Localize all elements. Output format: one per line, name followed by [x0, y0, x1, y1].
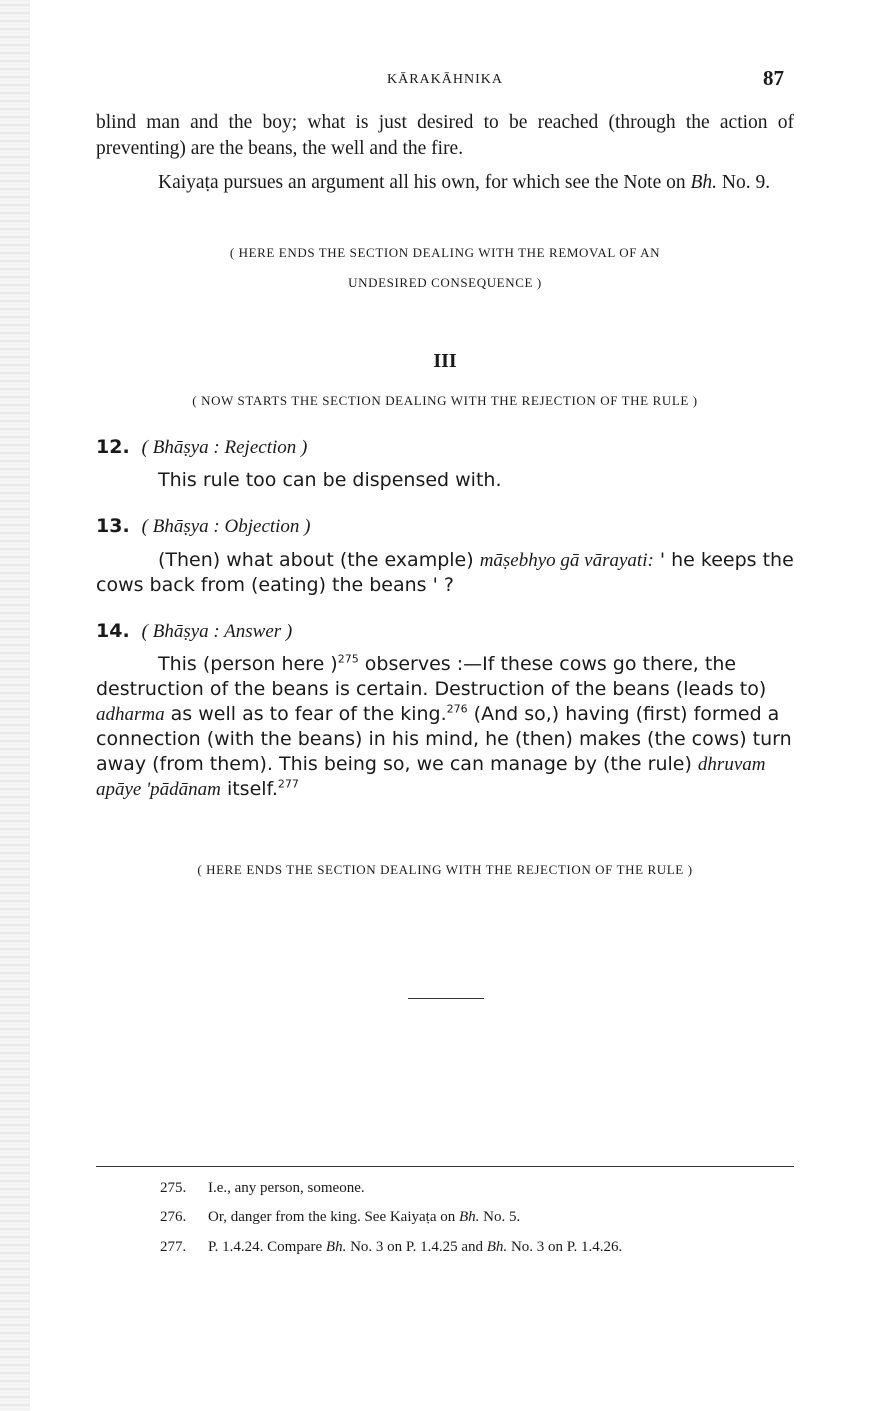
- footnote-ref: Bh.: [325, 1239, 347, 1255]
- footnote-marker: 277: [277, 777, 299, 791]
- item-14-text: [96, 652, 794, 802]
- item-number: 13.: [96, 515, 130, 537]
- item-label: ( Bhāṣya : Answer ): [141, 621, 293, 642]
- item-12-heading: [96, 436, 794, 462]
- footnote-ref: Bh.: [486, 1239, 508, 1255]
- footnote-text: I.e., any person, someone.: [208, 1180, 365, 1196]
- footnote-number: 276.: [160, 1209, 187, 1225]
- page-header: [96, 66, 794, 96]
- footnote-number: 277.: [160, 1239, 187, 1255]
- section-end-heading-1: [96, 238, 794, 298]
- paragraph-text: No. 9.: [717, 172, 771, 193]
- item-13-text: [96, 548, 794, 598]
- section-end-line-2: UNDESIRED CONSEQUENCE ): [348, 275, 542, 290]
- section-divider-rule: [408, 998, 484, 999]
- footnote-rule: [96, 1166, 794, 1167]
- footnote-marker: 275: [337, 652, 359, 666]
- paragraph-text: Kaiyaṭa pursues an argument all his own, for which see the Note on: [158, 172, 691, 193]
- item-text: ' he keeps the cows back from (eating) the beans ' ?: [96, 549, 794, 596]
- item-text: This (person here ): [158, 653, 338, 675]
- item-13-heading: [96, 515, 794, 541]
- footnote-text: No. 3 on P. 1.4.26.: [507, 1239, 623, 1255]
- item-label: ( Bhāṣya : Rejection ): [141, 437, 308, 458]
- item-text: (Then) what about (the example): [158, 549, 480, 571]
- footnote-275: [160, 1180, 800, 1197]
- footnote-marker: 276: [446, 702, 468, 716]
- section-end-heading-2: ( HERE ENDS THE SECTION DEALING WITH THE REJECTION OF THE RULE ): [197, 862, 693, 877]
- item-text: as well as to fear of the king.: [164, 703, 447, 725]
- footnote-276: [160, 1209, 800, 1226]
- section-numeral: III: [433, 350, 457, 372]
- footnote-text: Or, danger from the king. See Kaiyaṭa on: [208, 1209, 459, 1225]
- item-number: 12.: [96, 436, 130, 458]
- sanskrit-example: māṣebhyo gā vārayati:: [479, 550, 654, 571]
- item-text: observes :—If these cows go there, the destruction of the beans is certain. Destruction of the beans (leads to): [96, 653, 767, 700]
- footnote-ref: Bh.: [459, 1209, 480, 1225]
- page-number: 87: [763, 66, 784, 90]
- footnote-277: [160, 1239, 800, 1256]
- item-14-heading: [96, 620, 794, 646]
- scanned-page-edge: [0, 0, 30, 1411]
- footnote-text: No. 5.: [479, 1209, 521, 1225]
- section-start-heading: ( NOW STARTS THE SECTION DEALING WITH THE REJECTION OF THE RULE ): [192, 393, 698, 408]
- item-12-text: This rule too can be dispensed with.: [158, 469, 502, 491]
- kaiyata-paragraph: [96, 170, 794, 196]
- running-title: KĀRAKĀHNIKA: [387, 72, 503, 87]
- item-text: itself.: [220, 778, 278, 800]
- item-number: 14.: [96, 620, 130, 642]
- continued-paragraph: blind man and the boy; what is just desired to be reached (through the action of preventing) are the beans, the well and the fire.: [96, 112, 794, 159]
- item-label: ( Bhāṣya : Objection ): [141, 516, 311, 537]
- sanskrit-rule: dhruvam apāye 'pādānam: [96, 754, 766, 800]
- bhasya-abbreviation: Bh.: [690, 172, 718, 193]
- section-end-line-1: ( HERE ENDS THE SECTION DEALING WITH THE REMOVAL OF AN: [229, 245, 661, 260]
- sanskrit-term: adharma: [96, 704, 165, 725]
- footnote-text: No. 3 on P. 1.4.25 and: [346, 1239, 487, 1255]
- footnote-number: 275.: [160, 1180, 187, 1196]
- footnote-text: P. 1.4.24. Compare: [208, 1239, 326, 1255]
- item-text: (And so,) having (first) formed a connection (with the beans) in his mind, he (then) makes (the cows) turn away (from them). This being so, we can manage by (the rule): [96, 703, 792, 775]
